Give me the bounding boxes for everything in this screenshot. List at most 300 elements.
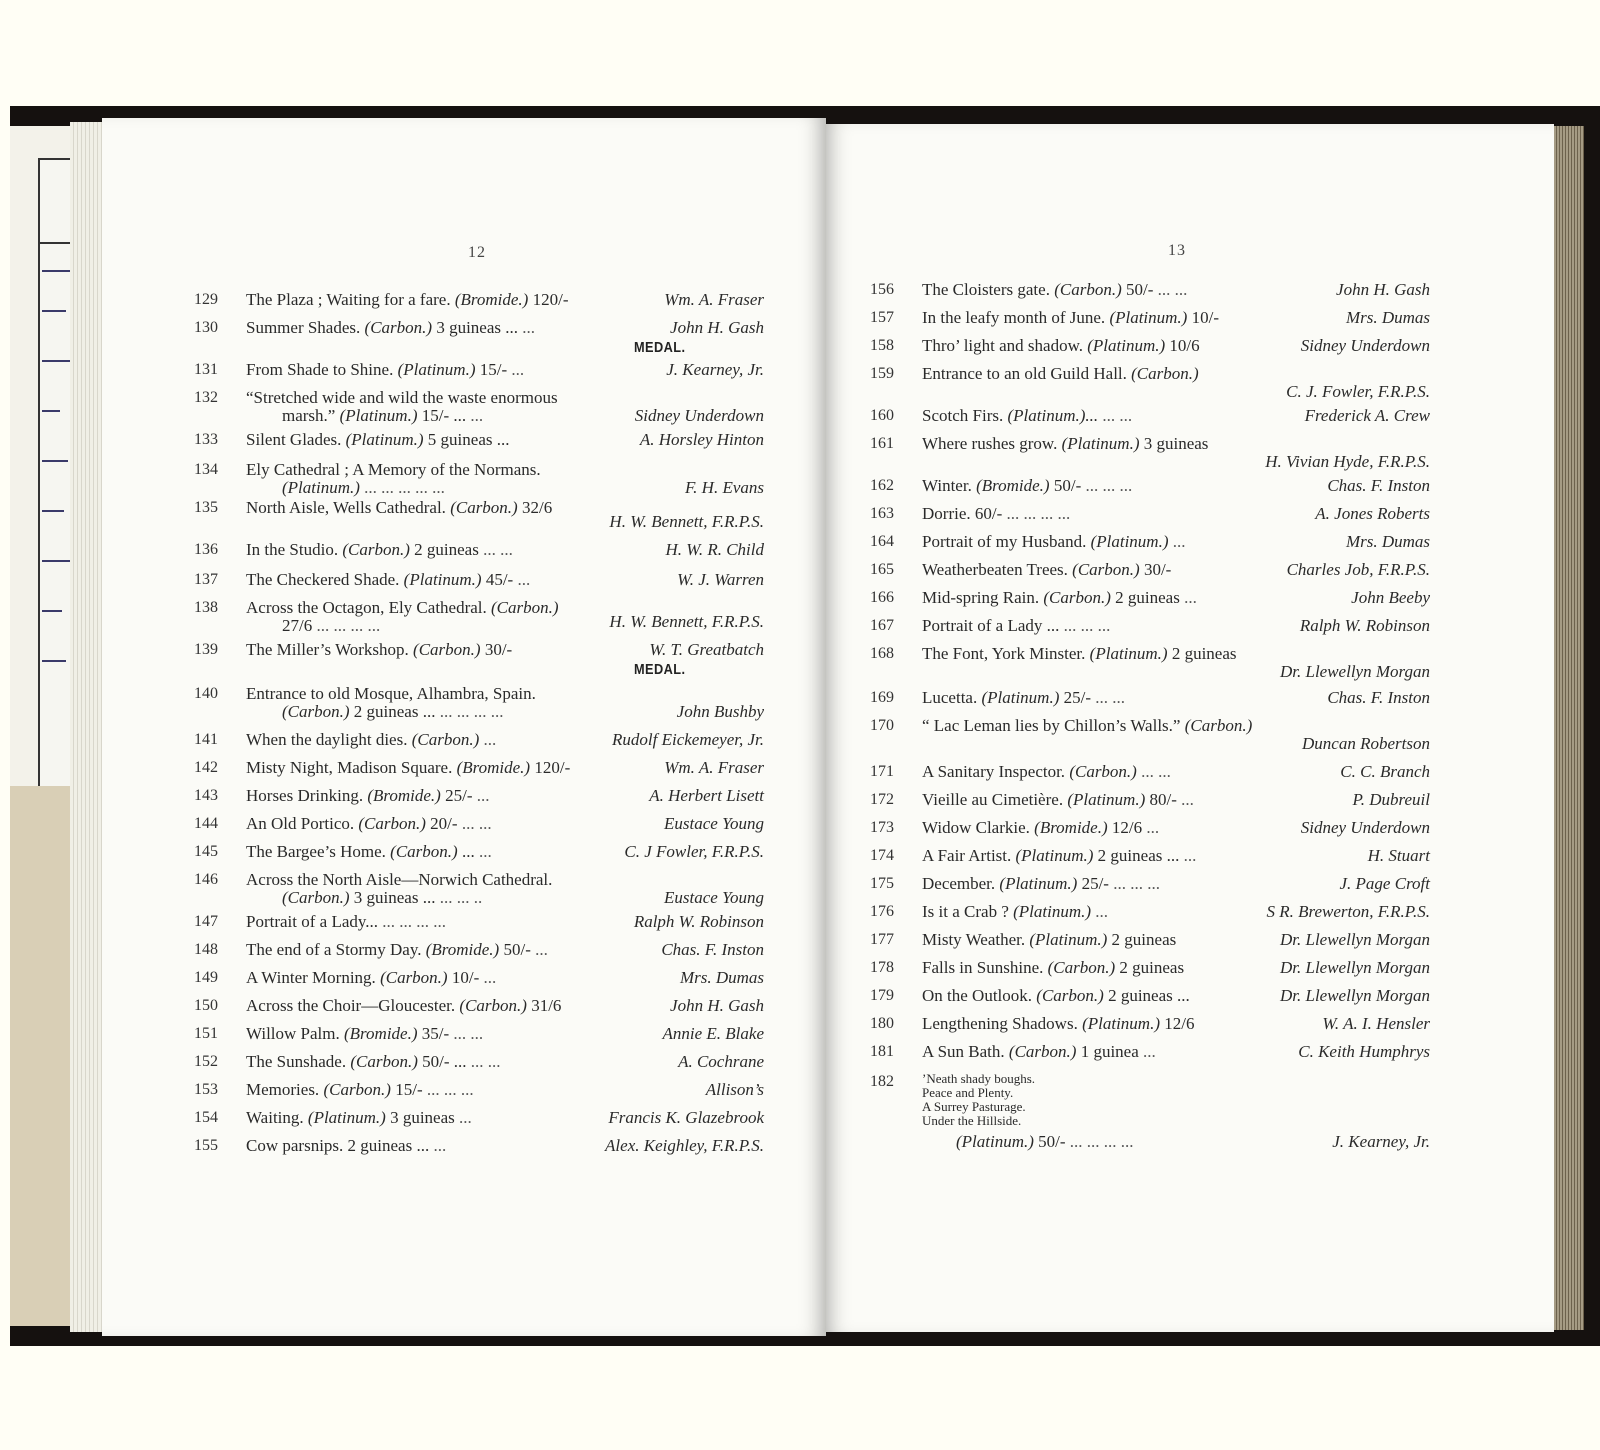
entry-process: (Platinum.) bbox=[1067, 790, 1150, 809]
entry-author: Sidney Underdown bbox=[1297, 818, 1430, 837]
page-number: 12 bbox=[468, 244, 486, 261]
entry-author: Eustace Young bbox=[660, 814, 764, 833]
entry-process: (Platinum.)... bbox=[1007, 406, 1103, 425]
entry-author: Chas. F. Inston bbox=[1323, 688, 1430, 707]
handwriting-mark bbox=[42, 270, 72, 272]
entry-title: A Winter Morning. bbox=[246, 968, 381, 987]
entry-process: (Bromide.) bbox=[367, 786, 446, 805]
entry-leader-dots: ... bbox=[522, 318, 535, 337]
entry-number: 161 bbox=[870, 435, 894, 452]
entry-title: Widow Clarkie. bbox=[922, 818, 1035, 837]
entry-title: When the daylight dies. bbox=[246, 730, 412, 749]
entry-number: 136 bbox=[194, 541, 218, 558]
entry-number: 145 bbox=[194, 843, 218, 860]
entry-leader-dots: ... bbox=[476, 786, 490, 805]
entry-leader-dots: ... bbox=[511, 360, 525, 379]
entry-line bbox=[922, 644, 1430, 663]
entry-process: (Carbon.) bbox=[390, 842, 462, 861]
entry-number: 177 bbox=[870, 931, 894, 948]
entry-process: (Bromide.) bbox=[1034, 818, 1112, 837]
entry-price: 120/- bbox=[534, 758, 571, 777]
entry-line bbox=[922, 846, 1430, 865]
entry-leader-dots: ... bbox=[1184, 588, 1197, 607]
entry-process: (Carbon.) bbox=[1036, 986, 1109, 1005]
entry-author: J. Kearney, Jr. bbox=[662, 360, 764, 379]
entry-price: 12/6 bbox=[1164, 1014, 1195, 1033]
entry-author: C. Keith Humphrys bbox=[1294, 1042, 1430, 1061]
entry-price: 2 guineas bbox=[414, 540, 484, 559]
entry-number: 146 bbox=[194, 871, 218, 888]
entry-process: (Carbon.) bbox=[413, 640, 485, 659]
entry-process: (Platinum.) bbox=[956, 1132, 1039, 1151]
entry-title: Portrait of my Husband. bbox=[922, 532, 1091, 551]
entry-leader-dots: ... ... ... ... bbox=[439, 702, 504, 721]
entry-title: Dorrie. bbox=[922, 504, 975, 523]
right-page-stack-edge bbox=[1554, 126, 1584, 1330]
entry-number: 169 bbox=[870, 689, 894, 706]
right-page bbox=[826, 124, 1554, 1332]
entry-title: In the leafy month of June. bbox=[922, 308, 1110, 327]
entry-price: ... bbox=[461, 842, 479, 861]
entry-price: 2 guineas bbox=[1111, 930, 1177, 949]
entry-author: Mrs. Dumas bbox=[1342, 308, 1430, 327]
entry-line bbox=[246, 684, 764, 703]
entry-title: From Shade to Shine. bbox=[246, 360, 398, 379]
entry-price: 3 guineas ... bbox=[353, 888, 440, 907]
entry-number: 132 bbox=[194, 389, 218, 406]
entry-process: (Platinum.) bbox=[1015, 846, 1098, 865]
entry-number: 178 bbox=[870, 959, 894, 976]
medal-label: MEDAL. bbox=[634, 339, 686, 356]
entry-title: The Cloisters gate. bbox=[922, 280, 1055, 299]
entry-author: W. T. Greatbatch bbox=[645, 640, 764, 659]
entry-process: (Platinum.) bbox=[999, 874, 1082, 893]
entry-author: J. Kearney, Jr. bbox=[1328, 1132, 1430, 1151]
handwriting-mark bbox=[42, 510, 64, 512]
entry-author: C. J. Fowler, F.R.P.S. bbox=[1282, 382, 1430, 401]
entry-sub-title: Peace and Plenty. bbox=[922, 1085, 1014, 1100]
entry-author: Sidney Underdown bbox=[1297, 336, 1430, 355]
entry-title: A Sun Bath. bbox=[922, 1042, 1009, 1061]
entry-process: (Carbon.) bbox=[491, 598, 559, 617]
entry-process: (Carbon.) bbox=[1008, 1042, 1081, 1061]
entry-author: Mrs. Dumas bbox=[1342, 532, 1430, 551]
entry-process: (Carbon.) bbox=[1043, 588, 1116, 607]
entry-process: (Platinum.) bbox=[1082, 1014, 1165, 1033]
entry-author: P. Dubreuil bbox=[1349, 790, 1430, 809]
entry-price: 2 guineas ... bbox=[1108, 986, 1190, 1005]
entry-leader-dots: ... bbox=[459, 1108, 472, 1127]
entry-number: 170 bbox=[870, 717, 894, 734]
entry-author: Chas. F. Inston bbox=[1323, 476, 1430, 495]
entry-process: (Platinum.) bbox=[1109, 308, 1192, 327]
entry-leader-dots: ... bbox=[1143, 1042, 1156, 1061]
entry-price: 20/- bbox=[430, 814, 462, 833]
entry-author: John H. Gash bbox=[1332, 280, 1430, 299]
entry-leader-dots: ... ... ... bbox=[1063, 616, 1111, 635]
entry-title: The Font, York Minster. bbox=[922, 644, 1090, 663]
entry-process: (Platinum.) bbox=[1089, 644, 1172, 663]
entry-price: 3 guineas bbox=[1143, 434, 1209, 453]
entry-title: In the Studio. bbox=[246, 540, 343, 559]
entry-price: 25/- bbox=[445, 786, 477, 805]
entry-number: 155 bbox=[194, 1137, 218, 1154]
entry-number: 151 bbox=[194, 1025, 218, 1042]
entry-title: A Sanitary Inspector. bbox=[922, 762, 1070, 781]
entry-price: 12/6 bbox=[1111, 818, 1147, 837]
entry-author: Charles Job, F.R.P.S. bbox=[1283, 560, 1430, 579]
medal-label: MEDAL. bbox=[634, 661, 686, 678]
entry-title: marsh.” bbox=[282, 406, 340, 425]
entry-title: The Checkered Shade. bbox=[246, 570, 404, 589]
entry-leader-dots: ... ... ... ... bbox=[316, 616, 381, 635]
entry-author: H. Vivian Hyde, F.R.P.S. bbox=[1261, 452, 1430, 471]
entry-sub-title: Under the Hillside. bbox=[922, 1113, 1022, 1128]
entry-title: Scotch Firs. bbox=[922, 406, 1008, 425]
entry-author: A. Horsley Hinton bbox=[636, 430, 764, 449]
entry-process: (Platinum.) bbox=[307, 1108, 391, 1127]
entry-number: 140 bbox=[194, 685, 218, 702]
entry-author: Eustace Young bbox=[660, 888, 764, 907]
entry-number: 139 bbox=[194, 641, 218, 658]
entry-author: A. Cochrane bbox=[674, 1052, 764, 1071]
entry-line bbox=[922, 434, 1430, 453]
entry-leader-dots: ... bbox=[1183, 846, 1197, 865]
entry-leader-dots: ... bbox=[517, 570, 531, 589]
entry-author: Dr. Llewellyn Morgan bbox=[1276, 662, 1430, 681]
entry-process: (Platinum.) bbox=[403, 570, 486, 589]
entry-process: (Bromide.) bbox=[454, 290, 533, 309]
entry-title: Winter. bbox=[922, 476, 977, 495]
entry-process: (Platinum.) bbox=[282, 478, 365, 497]
entry-price: 15/- bbox=[479, 360, 512, 379]
entry-title: “ Lac Leman lies by Chillon’s Walls.” bbox=[922, 716, 1185, 735]
handwriting-mark bbox=[42, 310, 66, 312]
entry-number: 131 bbox=[194, 361, 218, 378]
entry-number: 162 bbox=[870, 477, 894, 494]
entry-leader-dots: ... bbox=[1095, 902, 1109, 921]
entry-title: Is it a Crab ? bbox=[922, 902, 1014, 921]
entry-price: 10/6 bbox=[1169, 336, 1200, 355]
entry-number: 163 bbox=[870, 505, 894, 522]
entry-price: 25/- bbox=[1081, 874, 1114, 893]
entry-leader-dots: ... bbox=[433, 1136, 447, 1155]
entry-process: (Carbon.) bbox=[450, 498, 522, 517]
entry-number: 167 bbox=[870, 617, 894, 634]
entry-process: (Platinum.) bbox=[345, 430, 428, 449]
entry-leader-dots: ... ... ... ... ... bbox=[364, 478, 445, 497]
entry-process: (Bromide.) bbox=[344, 1024, 422, 1043]
entry-number: 176 bbox=[870, 903, 894, 920]
entry-title: Across the Choir—Gloucester. bbox=[246, 996, 460, 1015]
entry-price: 3 guineas ... bbox=[436, 318, 523, 337]
entry-price: 50/- bbox=[1053, 476, 1086, 495]
entry-number: 134 bbox=[194, 461, 218, 478]
handwriting-mark bbox=[42, 360, 70, 362]
entry-title: Portrait of a Lady... bbox=[246, 912, 383, 931]
entry-price: 35/- bbox=[421, 1024, 454, 1043]
entry-number: 172 bbox=[870, 791, 894, 808]
entry-price: 50/- ... bbox=[422, 1052, 471, 1071]
entry-leader-dots: ... bbox=[1181, 790, 1194, 809]
handwriting-mark bbox=[42, 460, 68, 462]
entry-leader-dots: ... ... ... ... bbox=[1006, 504, 1071, 523]
page-number: 13 bbox=[1168, 242, 1186, 259]
entry-title: The Plaza ; Waiting for a fare. bbox=[246, 290, 455, 309]
entry-price: 32/6 bbox=[521, 498, 553, 517]
entry-leader-dots: ... ... .. bbox=[439, 888, 483, 907]
entry-leader-dots: ... bbox=[483, 730, 497, 749]
entry-title: Falls in Sunshine. bbox=[922, 958, 1048, 977]
entry-number: 130 bbox=[194, 319, 218, 336]
handwriting-mark bbox=[42, 660, 66, 662]
entry-title: Willow Palm. bbox=[246, 1024, 345, 1043]
entry-title: The Sunshade. bbox=[246, 1052, 351, 1071]
entry-author: H. W. R. Child bbox=[661, 540, 764, 559]
entry-number: 137 bbox=[194, 571, 218, 588]
entry-author: Frederick A. Crew bbox=[1301, 406, 1430, 425]
entry-author: Duncan Robertson bbox=[1298, 734, 1430, 753]
entry-number: 182 bbox=[870, 1073, 894, 1090]
entry-title: Vieille au Cimetière. bbox=[922, 790, 1068, 809]
entry-author: Ralph W. Robinson bbox=[1296, 616, 1430, 635]
entry-author: A. Herbert Lisett bbox=[645, 786, 764, 805]
entry-leader-dots: ... bbox=[478, 842, 492, 861]
entry-process: (Platinum.) bbox=[1061, 434, 1144, 453]
entry-number: 149 bbox=[194, 969, 218, 986]
entry-number: 164 bbox=[870, 533, 894, 550]
entry-leader-dots: ... bbox=[1146, 818, 1160, 837]
entry-number: 154 bbox=[194, 1109, 218, 1126]
entry-title: The end of a Stormy Day. bbox=[246, 940, 426, 959]
entry-price: 50/- bbox=[503, 940, 536, 959]
entry-process: (Carbon.) bbox=[364, 318, 437, 337]
entry-leader-dots: ... ... bbox=[483, 540, 513, 559]
entry-process: (Platinum.) bbox=[339, 406, 422, 425]
card-bottom-block bbox=[10, 786, 75, 1326]
entry-number: 174 bbox=[870, 847, 894, 864]
entry-process: (Platinum.) bbox=[397, 360, 480, 379]
entry-process: (Platinum.) bbox=[1090, 532, 1173, 551]
entry-process: (Carbon.) bbox=[1047, 958, 1120, 977]
entry-price: 25/- bbox=[1063, 688, 1096, 707]
entry-sub-title: A Surrey Pasturage. bbox=[922, 1099, 1026, 1114]
entry-author: Francis K. Glazebrook bbox=[604, 1108, 764, 1127]
entry-number: 173 bbox=[870, 819, 894, 836]
entry-title: “Stretched wide and wild the waste enormous bbox=[246, 388, 558, 407]
entry-number: 147 bbox=[194, 913, 218, 930]
entry-title: Misty Weather. bbox=[922, 930, 1030, 949]
entry-author: C. C. Branch bbox=[1336, 762, 1430, 781]
entry-author: John H. Gash bbox=[666, 318, 764, 337]
entry-author: Alex. Keighley, F.R.P.S. bbox=[601, 1136, 764, 1155]
entry-price: 50/- bbox=[1125, 280, 1158, 299]
entry-number: 159 bbox=[870, 365, 894, 382]
handwriting-mark bbox=[42, 560, 72, 562]
entry-process: (Carbon.) bbox=[350, 1052, 423, 1071]
entry-title: December. bbox=[922, 874, 1000, 893]
entry-process: (Platinum.) bbox=[1087, 336, 1170, 355]
entry-leader-dots: ... ... ... ... bbox=[382, 912, 447, 931]
entry-line bbox=[922, 364, 1430, 383]
entry-process: (Carbon.) bbox=[342, 540, 415, 559]
entry-line bbox=[246, 1080, 764, 1099]
entry-price: 10/- bbox=[1191, 308, 1219, 327]
entry-author: Dr. Llewellyn Morgan bbox=[1276, 958, 1430, 977]
entry-number: 158 bbox=[870, 337, 894, 354]
entry-price: 60/- bbox=[974, 504, 1007, 523]
entry-price: 15/- bbox=[395, 1080, 427, 1099]
entry-title: Waiting. bbox=[246, 1108, 308, 1127]
entry-line bbox=[922, 716, 1430, 735]
entry-number: 160 bbox=[870, 407, 894, 424]
entry-title: Horses Drinking. bbox=[246, 786, 368, 805]
entry-title: Across the Octagon, Ely Cathedral. bbox=[246, 598, 492, 617]
entry-leader-dots: ... bbox=[470, 406, 484, 425]
entry-number: 141 bbox=[194, 731, 218, 748]
entry-price: 10/- bbox=[451, 968, 484, 987]
entry-leader-dots: ... ... bbox=[1095, 688, 1126, 707]
entry-process: (Carbon.) bbox=[459, 996, 532, 1015]
entry-author: Sidney Underdown bbox=[631, 406, 764, 425]
entry-title: The Miller’s Workshop. bbox=[246, 640, 414, 659]
entry-process: (Bromide.) bbox=[425, 940, 504, 959]
entry-price: 2 guineas ... bbox=[1097, 846, 1184, 865]
entry-author: W. A. I. Hensler bbox=[1318, 1014, 1430, 1033]
entry-title: Thro’ light and shadow. bbox=[922, 336, 1088, 355]
entry-process: (Carbon.) bbox=[358, 814, 431, 833]
entry-title: Entrance to old Mosque, Alhambra, Spain. bbox=[246, 684, 536, 703]
entry-leader-dots: ... ... bbox=[461, 814, 492, 833]
entry-number: 157 bbox=[870, 309, 894, 326]
entry-number: 153 bbox=[194, 1081, 218, 1098]
entry-title: Across the North Aisle—Norwich Cathedral. bbox=[246, 870, 553, 889]
entry-title: Memories. bbox=[246, 1080, 324, 1099]
entry-price: 2 guineas bbox=[1171, 644, 1237, 663]
entry-author: Annie E. Blake bbox=[659, 1024, 765, 1043]
entry-number: 144 bbox=[194, 815, 218, 832]
entry-author: S R. Brewerton, F.R.P.S. bbox=[1262, 902, 1430, 921]
entry-title: Portrait of a Lady ... bbox=[922, 616, 1064, 635]
entry-price: 2 guineas bbox=[1119, 958, 1185, 977]
entry-price: 15/- ... bbox=[421, 406, 471, 425]
entry-number: 129 bbox=[194, 291, 218, 308]
entry-number: 142 bbox=[194, 759, 218, 776]
entry-author: John Beeby bbox=[1347, 588, 1430, 607]
entry-author: J. Page Croft bbox=[1336, 874, 1431, 893]
entry-number: 180 bbox=[870, 1015, 894, 1032]
entry-line bbox=[246, 388, 764, 407]
entry-leader-dots: ... bbox=[483, 968, 497, 987]
entry-author: Wm. A. Fraser bbox=[660, 758, 764, 777]
entry-number: 135 bbox=[194, 499, 218, 516]
entry-leader-dots: ... ... bbox=[1141, 762, 1171, 781]
entry-author: Chas. F. Inston bbox=[657, 940, 764, 959]
entry-leader-dots: ... ... ... bbox=[1113, 874, 1160, 893]
entry-line bbox=[246, 460, 764, 479]
entry-author: H. Stuart bbox=[1364, 846, 1430, 865]
entry-leader-dots: ... ... bbox=[453, 1024, 484, 1043]
entry-number: 152 bbox=[194, 1053, 218, 1070]
entry-leader-dots: ... ... ... bbox=[426, 1080, 474, 1099]
entry-title: Cow parsnips. bbox=[246, 1136, 348, 1155]
entry-title: Lucetta. bbox=[922, 688, 982, 707]
entry-author: Wm. A. Fraser bbox=[660, 290, 764, 309]
entry-process: (Carbon.) bbox=[1131, 364, 1199, 383]
entry-number: 156 bbox=[870, 281, 894, 298]
entry-process: (Carbon.) bbox=[1054, 280, 1126, 299]
entry-title: Mid-spring Rain. bbox=[922, 588, 1044, 607]
entry-number: 138 bbox=[194, 599, 218, 616]
entry-author: A. Jones Roberts bbox=[1311, 504, 1430, 523]
entry-number: 166 bbox=[870, 589, 894, 606]
entry-process: (Carbon.) bbox=[1072, 560, 1144, 579]
entry-process: (Platinum.) bbox=[981, 688, 1064, 707]
entry-price: 31/6 bbox=[531, 996, 562, 1015]
entry-author: Dr. Llewellyn Morgan bbox=[1276, 930, 1430, 949]
entry-process: (Carbon.) bbox=[1069, 762, 1142, 781]
entry-number: 168 bbox=[870, 645, 894, 662]
entry-author: Mrs. Dumas bbox=[676, 968, 764, 987]
entry-process: (Carbon.) bbox=[282, 702, 354, 721]
entry-process: (Carbon.) bbox=[1184, 716, 1253, 735]
entry-leader-dots: ... ... ... ... bbox=[1069, 1132, 1134, 1151]
catalogue-list bbox=[870, 280, 1430, 1290]
catalogue-list bbox=[194, 290, 764, 1300]
entry-leader-dots: ... bbox=[1172, 532, 1186, 551]
entry-author: Ralph W. Robinson bbox=[630, 912, 764, 931]
entry-author: Rudolf Eickemeyer, Jr. bbox=[608, 730, 764, 749]
entry-title: Lengthening Shadows. bbox=[922, 1014, 1083, 1033]
entry-number: 150 bbox=[194, 997, 218, 1014]
entry-title: The Bargee’s Home. bbox=[246, 842, 391, 861]
entry-leader-dots: ... bbox=[535, 940, 548, 959]
entry-author: C. J Fowler, F.R.P.S. bbox=[620, 842, 764, 861]
entry-title: On the Outlook. bbox=[922, 986, 1037, 1005]
entry-author: H. W. Bennett, F.R.P.S. bbox=[605, 612, 764, 631]
entry-price: 30/- bbox=[1143, 560, 1172, 579]
entry-price: 2 guineas bbox=[1115, 588, 1185, 607]
entry-number: 171 bbox=[870, 763, 894, 780]
entry-leader-dots: ... ... ... bbox=[1085, 476, 1133, 495]
entry-price: 2 guineas ... bbox=[353, 702, 440, 721]
entry-price: 50/- bbox=[1038, 1132, 1070, 1151]
entry-title: A Fair Artist. bbox=[922, 846, 1016, 865]
entry-author: John H. Gash bbox=[666, 996, 764, 1015]
entry-number: 165 bbox=[870, 561, 894, 578]
entry-price: 27/6 bbox=[282, 616, 317, 635]
entry-process: (Carbon.) bbox=[411, 730, 484, 749]
entry-number: 143 bbox=[194, 787, 218, 804]
entry-title: Entrance to an old Guild Hall. bbox=[922, 364, 1132, 383]
entry-title: Misty Night, Madison Square. bbox=[246, 758, 457, 777]
entry-process: (Carbon.) bbox=[323, 1080, 396, 1099]
entry-sub-title: ’Neath shady boughs. bbox=[922, 1071, 1036, 1086]
entry-price: 80/- bbox=[1149, 790, 1182, 809]
entry-price: 1 guinea bbox=[1080, 1042, 1144, 1061]
entry-price: 45/- bbox=[485, 570, 518, 589]
entry-number: 133 bbox=[194, 431, 218, 448]
entry-process: (Carbon.) bbox=[380, 968, 452, 987]
entry-author: F. H. Evans bbox=[681, 478, 764, 497]
entry-process: (Carbon.) bbox=[282, 888, 354, 907]
entry-title: Summer Shades. bbox=[246, 318, 365, 337]
entry-title: Where rushes grow. bbox=[922, 434, 1062, 453]
left-page bbox=[102, 118, 826, 1336]
entry-author: H. W. Bennett, F.R.P.S. bbox=[605, 512, 764, 531]
entry-author: Allison’s bbox=[702, 1080, 764, 1099]
entry-line bbox=[246, 870, 764, 889]
